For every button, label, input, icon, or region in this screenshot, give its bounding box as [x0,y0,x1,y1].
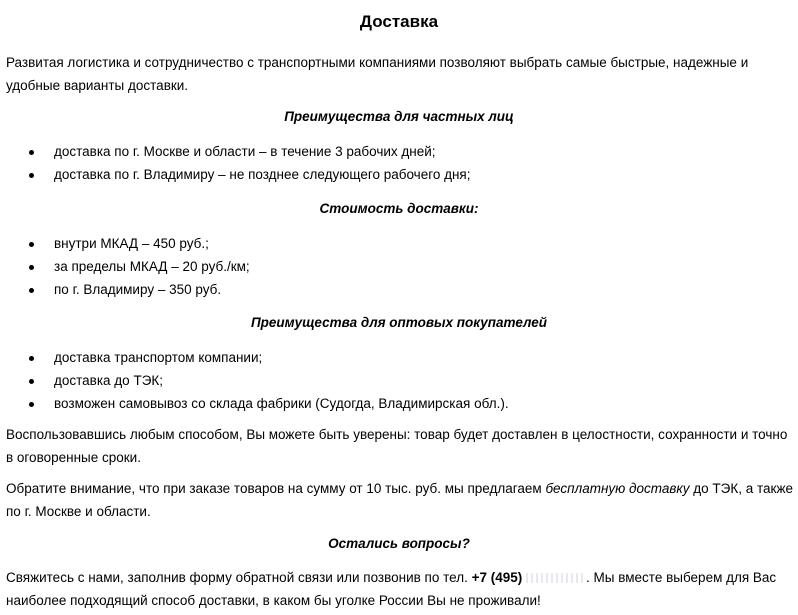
free-delivery-emphasis: бесплатную доставку [545,481,690,496]
bullet-icon [29,356,34,361]
contact-phone: +7 (495) [471,570,523,585]
free-delivery-text: Обратите внимание, что при заказе товаров на сумму от 10 тыс. руб. мы предлагаем [6,481,546,496]
bullet-icon [29,379,34,384]
list-item: внутри МКАД – 450 руб.; [54,236,209,251]
guarantee-paragraph: Воспользовавшись любым способом, Вы можете быть уверены: товар будет доставлен в целостности, сохранности и точно в оговоренные сроки. [6,427,788,465]
wholesale-heading: Преимущества для оптовых покупателей [250,315,548,330]
private-heading: Преимущества для частных лиц [284,109,514,124]
bullet-icon [29,173,34,178]
list-item: доставка по г. Москве и области – в течение 3 рабочих дней; [54,144,436,159]
bullet-icon [29,242,34,247]
free-delivery-text-end: до ТЭК, а также по г. Москве и области. [6,481,793,519]
page-title: Доставка [359,12,439,31]
contact-text-end: . Мы вместе выберем для Вас наиболее подходящий способ доставки, в каком бы уголке России Вы не проживали! [6,570,777,608]
list-item: доставка до ТЭК; [54,373,164,388]
contact-paragraph [6,566,794,612]
bullet-icon [29,288,34,293]
intro-paragraph: Развитая логистика и сотрудничество с транспортными компаниями позволяют выбрать самые быстрые, надежные и удобные варианты доставки. [6,55,749,93]
list-item: возможен самовывоз со склада фабрики (Судогда, Владимирская обл.). [54,396,509,411]
redacted-phone [526,573,586,583]
list-item: доставка транспортом компании; [54,350,263,365]
list-item: за пределы МКАД – 20 руб./км; [54,259,250,274]
cost-heading: Стоимость доставки: [319,201,479,216]
bullet-icon [29,265,34,270]
list-item: доставка по г. Владимиру – не позднее следующего рабочего дня; [54,167,471,182]
free-delivery-paragraph [6,477,794,523]
list-item: по г. Владимиру – 350 руб. [54,282,222,297]
bullet-icon [29,402,34,407]
bullet-icon [29,150,34,155]
questions-heading: Остались вопросы? [328,536,470,551]
contact-text: Свяжитесь с нами, заполнив форму обратной связи или позвонив по тел. [6,570,472,585]
